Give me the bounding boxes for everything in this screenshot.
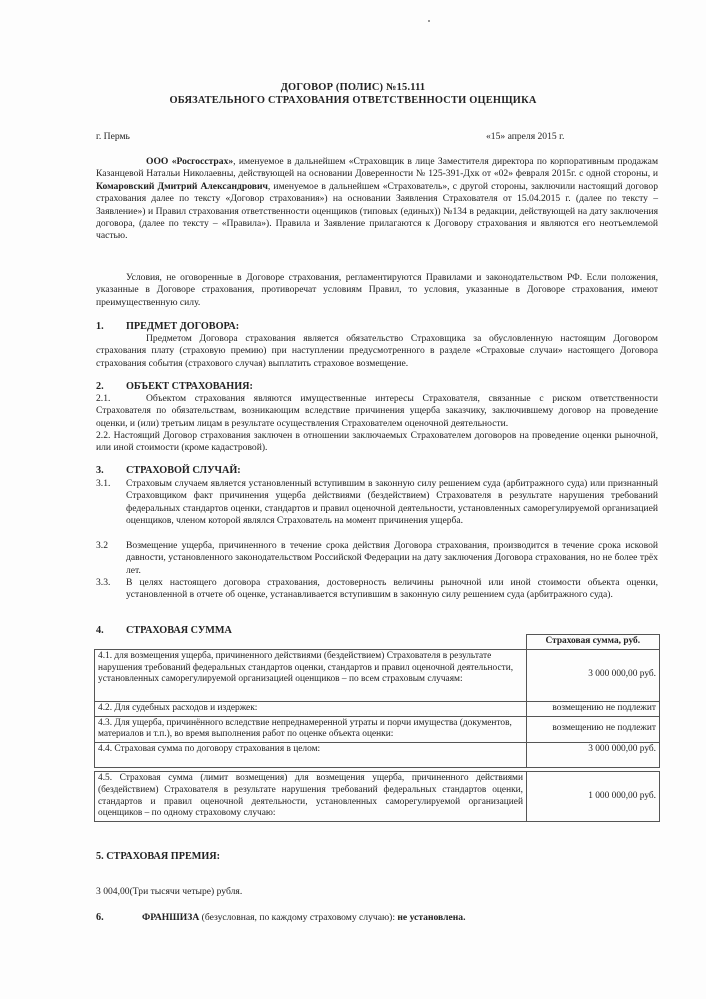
section1-text: Предметом Договора страхования является обязательство Страховщика за обусловленную настоящим Договором страхования плату (страховую премию) при наступлении предусмотренного в разделе «Страховые случаи» настоящего Договора страхования события (страхового случая) выплатить страховое возмещение. <box>96 333 658 369</box>
conditions-paragraph: Условия, не оговоренные в Договоре страхования, регламентируются Правилами и законодательством РФ. Если положения, указанные в Договоре страхования, противоречат условиям Правил, то условия, указанные в Договоре страхования, имеют преимущественную силу. <box>96 272 658 308</box>
section2-p1-text: Объектом страхования являются имущественные интересы Страхователя, связанные с риском ответственности Страхователя по обязательствам, возникающим вследствие причинения ущерба заказчику, заключившему договор на проведение оценки, и (или) третьим лицам в результате осуществления Страхователем оценочной деятельности. <box>96 393 658 429</box>
table-row <box>95 649 660 701</box>
section4-heading: СТРАХОВАЯ СУММА <box>126 625 232 636</box>
section3-p3-text: В целях настоящего договора страхования, достоверность величины рыночной или иной стоимости объекта оценки, установленной в отчете об оценке, устанавливается вступившим в законную силу решением суда (арбитражного суда). <box>126 577 658 601</box>
intro-paragraph <box>96 156 658 243</box>
table-row <box>95 701 660 716</box>
table-row <box>95 772 660 822</box>
table-header-empty <box>95 635 527 650</box>
section2-number: 2. <box>96 381 104 392</box>
section3-p2-number: 3.2 <box>96 540 108 551</box>
table-row <box>95 743 660 768</box>
intro-part1: , именуемое в дальнейшем «Страховщик в лице Заместителя директора по корпоративным продажам Казанцевой Натальи Николаевны, действующей на основании Доверенности № 125-391-Дхк от «02» февраля 2015г. с одной стороны, и <box>96 156 659 180</box>
insurance-premium: 3 004,00(Три тысячи четыре) рубля. <box>96 886 243 897</box>
section2-p1-number: 2.1. <box>96 393 111 404</box>
section5-heading: 5. СТРАХОВАЯ ПРЕМИЯ: <box>96 851 221 862</box>
table-cell-value: 3 000 000,00 руб. <box>526 649 660 701</box>
scan-speck <box>428 20 430 22</box>
insured-name: Комаровский Дмитрий Александрович <box>96 180 268 192</box>
section6-heading: ФРАНШИЗА <box>142 912 200 923</box>
document-title-line2: ОБЯЗАТЕЛЬНОГО СТРАХОВАНИЯ ОТВЕТСТВЕННОСТИ ОЦЕНЩИКА <box>169 95 537 106</box>
table-cell-value: 3 000 000,00 руб. <box>526 743 660 768</box>
table-cell-value: возмещению не подлежит <box>526 701 660 716</box>
section3-p3-number: 3.3. <box>96 577 111 588</box>
table-cell-value: возмещению не подлежит <box>526 716 660 743</box>
section6-desc: (безусловная, по каждому страховому случаю): <box>199 912 398 923</box>
section3-p1-text: Страховым случаем является установленный вступившим в законную силу решением суда (арбитражного суда) или признанный Страховщиком факт причинения ущерба действиями (бездействием) Страхователя в результате нарушения требований федеральных стандартов оценки, стандартов и правил оценочной деятельности, установленных саморегулируемой организацией оценщиков, членом которой являлся Страхователь на момент причинения ущерба. <box>126 478 658 527</box>
insurer-name: ООО «Росгосстрах» <box>146 156 234 167</box>
section6-line <box>142 912 465 924</box>
table-cell-label: 4.1. для возмещения ущерба, причиненного действиями (бездействием) Страхователя в результате нарушения требований федеральных стандартов оценки, стандартов и правил оценочной деятельности, установленных саморегулируемой организацией оценщиков – по всем страховым случаям: <box>95 649 527 701</box>
section2-heading: ОБЪЕКТ СТРАХОВАНИЯ: <box>126 381 253 392</box>
intro-part2: , именуемое в дальнейшем «Страхователь», с другой стороны, заключили настоящий договор страхования далее по тексту «Договор страхования») на основании Заявления Страхователя от 15.04.2015 г. (далее по тексту – Заявление») и Правил страхования ответственности оценщиков (типовых (единых)) №134 в редакции, действующей на дату заключения договора, (далее по тексту – «Правила»). Правила и Заявление прилагаются к Договору страхования и являются его неотъемлемой частью. <box>96 180 658 242</box>
table-cell-label: 4.4. Страховая сумма по договору страхования в целом: <box>95 743 527 768</box>
section3-number: 3. <box>96 465 104 476</box>
table-cell-value: 1 000 000,00 руб. <box>527 772 660 822</box>
section2-p2-text: 2.2. Настоящий Договор страхования заключен в отношении заключаемых Страхователем договоров на проведение оценки рыночной, или иной стоимости (кроме кадастровой). <box>96 430 658 454</box>
contract-date: «15» апреля 2015 г. <box>486 131 565 142</box>
franchise-value: не установлена. <box>397 912 466 923</box>
insurance-limit-table <box>94 771 660 822</box>
section1-heading: ПРЕДМЕТ ДОГОВОРА: <box>126 321 240 332</box>
section6-number: 6. <box>96 912 104 923</box>
insurance-sum-table <box>94 634 660 768</box>
table-cell-label: 4.2. Для судебных расходов и издержек: <box>95 701 527 716</box>
city: г. Пермь <box>96 131 130 142</box>
table-header-row <box>95 635 660 650</box>
table-cell-label: 4.5. Страховая сумма (лимит возмещения) для возмещения ущерба, причиненного действиями (бездействием) Страхователя в результате нарушения требований федеральных стандартов оценки, стандартов и правил оценочной деятельности, установленных саморегулируемой организацией оценщиков – по одному страховому случаю: <box>95 772 527 822</box>
table-column-header: Страховая сумма, руб. <box>526 635 660 650</box>
section3-heading: СТРАХОВОЙ СЛУЧАЙ: <box>126 465 241 476</box>
section3-p1-number: 3.1. <box>96 478 111 489</box>
document-title-line1: ДОГОВОР (ПОЛИС) №15.111 <box>280 82 426 93</box>
section1-number: 1. <box>96 321 104 332</box>
table-row <box>95 716 660 743</box>
table-cell-label: 4.3. Для ущерба, причинённого вследствие непреднамеренной утраты и порчи имущества (документов, материалов и т.п.), во время выполнения работ по оценке объекта оценки: <box>95 716 527 743</box>
section3-p2-text: Возмещение ущерба, причиненного в течение срока действия Договора страхования, производится в течение срока исковой давности, установленного законодательством Российской Федерации на дату заключения Договора страхования, но не более трёх лет. <box>126 540 658 576</box>
section4-number: 4. <box>96 625 104 636</box>
